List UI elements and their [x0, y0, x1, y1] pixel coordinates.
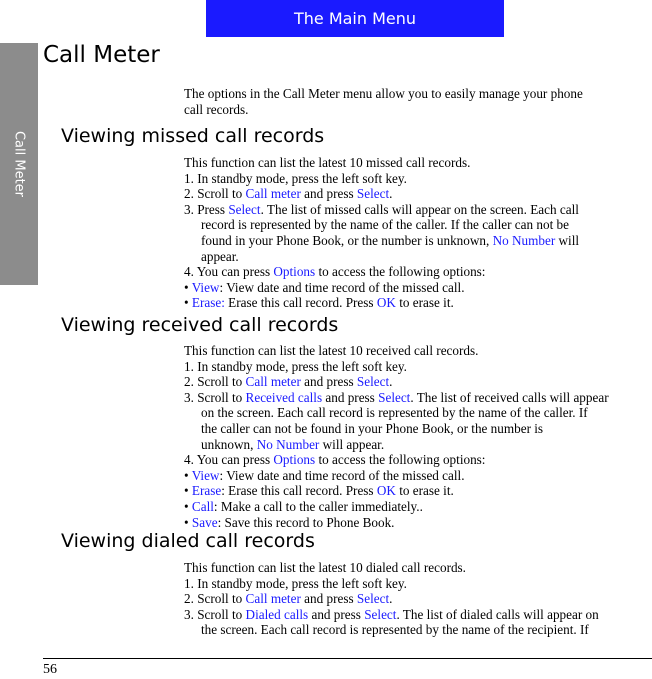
- step-3-continued: the caller can not be found in your Phone Book, or the number is: [201, 420, 544, 436]
- option-call: [184, 499, 650, 515]
- step-2: [184, 374, 650, 390]
- chapter-header-tab: [206, 0, 504, 37]
- option-text: to erase it.: [395, 295, 454, 311]
- page-title: Call Meter: [43, 42, 160, 68]
- key-term: Select: [364, 606, 397, 622]
- step-text: .: [389, 374, 393, 390]
- bullet: •: [184, 498, 192, 514]
- option-term: Save: [191, 514, 218, 530]
- step-text: .: [389, 186, 393, 202]
- step-3-continued: record is represented by the name of the caller. If the caller can not be: [201, 217, 569, 233]
- step-3-continued: appear.: [201, 248, 239, 264]
- key-term: Select: [228, 201, 261, 217]
- step-text: . The list of missed calls will appear on the screen. Each call: [260, 201, 579, 217]
- step-2: [184, 186, 650, 202]
- step-text: will appear.: [319, 436, 385, 452]
- menu-term: Call meter: [245, 591, 301, 607]
- section-title-missed: Viewing missed call records: [61, 125, 325, 147]
- key-term: OK: [376, 295, 396, 311]
- step-text: unknown,: [201, 436, 257, 452]
- description: This function can list the latest 10 missed call records.: [184, 155, 471, 170]
- step-text: and press: [300, 374, 357, 390]
- step-3: [184, 607, 650, 623]
- bullet: •: [184, 514, 192, 530]
- key-term: Options: [273, 452, 316, 468]
- option-text: : Erase this call record. Press: [221, 483, 377, 499]
- step-text: 3. Press: [184, 201, 229, 217]
- menu-term: Dialed calls: [245, 606, 309, 622]
- step-3-continued: [184, 233, 650, 249]
- option-save: [184, 515, 650, 531]
- page-number: 56: [43, 662, 57, 677]
- menu-term: Call meter: [245, 374, 301, 390]
- step-text: 4. You can press: [184, 452, 274, 468]
- step-text: 2. Scroll to: [184, 591, 246, 607]
- option-term: Erase:: [191, 295, 225, 311]
- description: This function can list the latest 10 received call records.: [184, 343, 479, 358]
- option-view: [184, 280, 650, 296]
- step-text: to access the following options:: [315, 452, 486, 468]
- step-text: found in your Phone Book, or the number is unknown,: [201, 232, 493, 248]
- description: This function can list the latest 10 dialed call records.: [184, 560, 466, 575]
- option-term: Call: [191, 498, 214, 514]
- step-2: [184, 591, 650, 607]
- step-text: and press: [300, 591, 357, 607]
- option-term: Erase: [191, 483, 222, 499]
- step-4: [184, 452, 650, 468]
- step-3: [184, 202, 650, 218]
- step-text: and press: [322, 389, 379, 405]
- step-text: to access the following options:: [315, 264, 486, 280]
- bullet: •: [184, 295, 192, 311]
- option-erase: [184, 483, 650, 499]
- option-view: [184, 468, 650, 484]
- option-text: : View date and time record of the missed call.: [219, 467, 465, 483]
- step-text: 2. Scroll to: [184, 186, 246, 202]
- step-text: 2. Scroll to: [184, 374, 246, 390]
- step-3-continued: [184, 437, 650, 453]
- footer-divider: [43, 658, 652, 659]
- step-text: 3. Scroll to: [184, 389, 246, 405]
- option-text: Erase this call record. Press: [224, 295, 377, 311]
- key-term: Select: [356, 186, 390, 202]
- step-text: and press: [308, 606, 365, 622]
- key-term: Select: [356, 591, 390, 607]
- step-text: will: [555, 232, 580, 248]
- step-text: 4. You can press: [184, 264, 274, 280]
- step-text: and press: [300, 186, 357, 202]
- step-text: . The list of received calls will appear: [410, 389, 609, 405]
- option-text: to erase it.: [395, 483, 454, 499]
- intro-paragraph: [184, 86, 650, 117]
- step-text: . The list of dialed calls will appear on: [396, 606, 599, 622]
- section-body-received: [184, 343, 650, 530]
- section-body-dialed: [184, 560, 650, 638]
- key-term: Select: [356, 374, 390, 390]
- step-3: [184, 390, 650, 406]
- side-tab-label: Call Meter: [11, 130, 27, 198]
- section-title-received: Viewing received call records: [61, 314, 339, 336]
- section-body-missed: [184, 155, 650, 311]
- section-title-dialed: Viewing dialed call records: [61, 530, 315, 552]
- side-chapter-tab: [0, 43, 38, 285]
- menu-term: Received calls: [245, 389, 323, 405]
- menu-term: Call meter: [245, 186, 301, 202]
- option-text: : Save this record to Phone Book.: [217, 514, 395, 530]
- option-text: : View date and time record of the missed call.: [219, 279, 465, 295]
- key-term: Options: [273, 264, 316, 280]
- bullet: •: [184, 467, 192, 483]
- option-erase: [184, 295, 650, 311]
- key-term: Select: [378, 389, 411, 405]
- option-text: : Make a call to the caller immediately..: [213, 498, 423, 514]
- step-4: [184, 264, 650, 280]
- intro-line: call records.: [184, 101, 249, 117]
- display-term: No Number: [256, 436, 320, 452]
- intro-line: The options in the Call Meter menu allow you to easily manage your phone: [184, 86, 583, 101]
- step-3-continued: the screen. Each call record is represented by the name of the recipient. If: [201, 622, 589, 638]
- step-1: 1. In standby mode, press the left soft key.: [184, 575, 407, 591]
- step-3-continued: on the screen. Each call record is represented by the name of the caller. If: [201, 405, 588, 421]
- step-1: 1. In standby mode, press the left soft key.: [184, 358, 407, 374]
- option-term: View: [191, 279, 220, 295]
- step-1: 1. In standby mode, press the left soft key.: [184, 170, 407, 186]
- option-term: View: [191, 467, 220, 483]
- display-term: No Number: [492, 232, 556, 248]
- chapter-title: The Main Menu: [293, 9, 417, 28]
- step-text: 3. Scroll to: [184, 606, 246, 622]
- bullet: •: [184, 483, 192, 499]
- step-text: .: [389, 591, 393, 607]
- key-term: OK: [376, 483, 396, 499]
- bullet: •: [184, 279, 192, 295]
